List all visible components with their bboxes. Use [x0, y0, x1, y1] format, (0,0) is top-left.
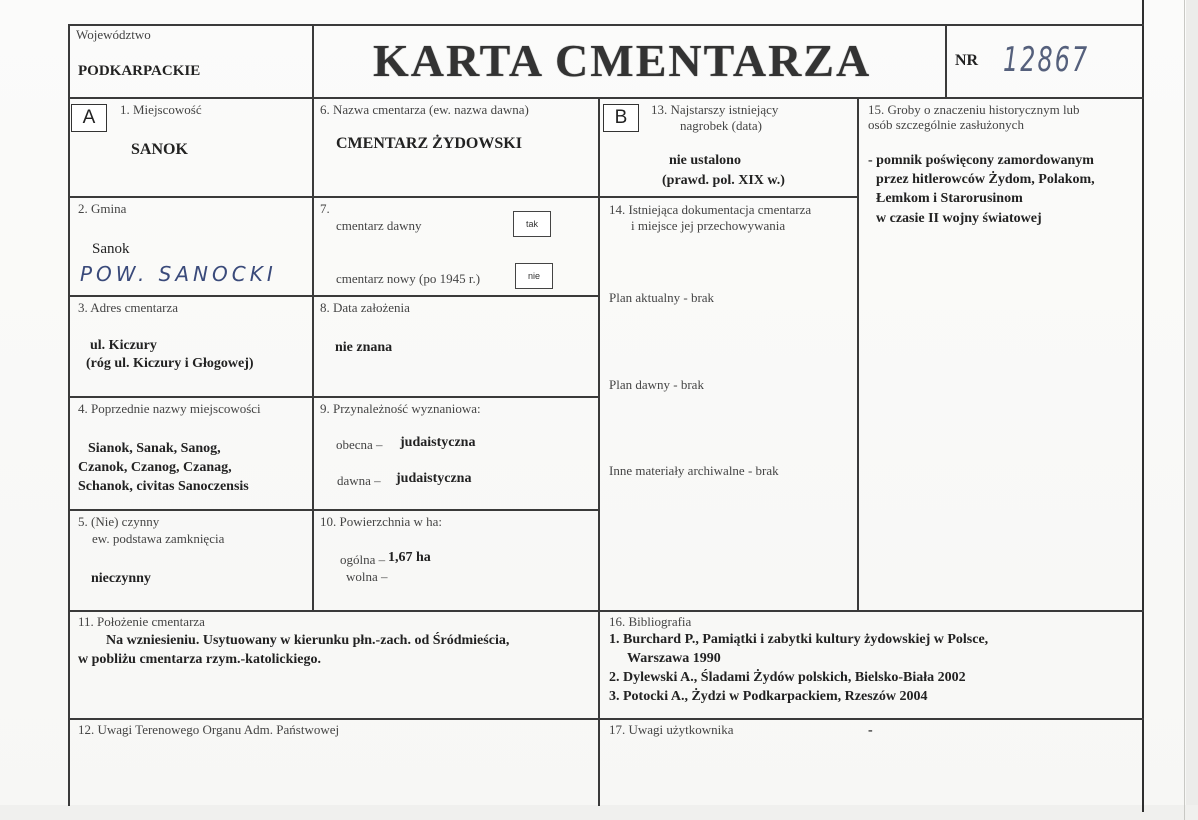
field-14-plan-current: Plan aktualny - brak — [609, 290, 715, 305]
rule-col-2 — [312, 24, 314, 611]
rule-left — [68, 24, 70, 806]
field-17-label: 17. Uwagi użytkownika — [609, 722, 734, 737]
field-7-old-label: cmentarz dawny — [336, 218, 422, 233]
field-2-label: 2. Gmina — [78, 201, 127, 216]
field-7-new-label: cmentarz nowy (po 1945 r.) — [336, 271, 481, 286]
rule-row-4 — [68, 509, 598, 511]
field-5-value: nieczynny — [91, 571, 151, 586]
field-16-item-1a: 1. Burchard P., Pamiątki i zabytki kultury żydowskiej w Polsce, — [609, 632, 989, 647]
field-3-value-1: ul. Kiczury — [90, 338, 157, 353]
field-10-total-value: 1,67 ha — [388, 550, 431, 565]
field-17-mark: - — [868, 723, 873, 738]
scan-border-right-outer — [1184, 0, 1185, 820]
page-title: KARTA CMENTARZA — [373, 35, 872, 86]
field-7-new-checkbox: nie — [515, 263, 553, 289]
field-9-current-label: obecna – — [336, 437, 383, 452]
field-2-value: Sanok — [92, 241, 130, 257]
field-11-value-2: w pobliżu cmentarza rzym.-katolickiego. — [78, 652, 322, 667]
field-2-handwritten: POW. SANOCKI — [80, 262, 277, 286]
section-a-badge: A — [71, 104, 107, 132]
rule-row-1 — [68, 196, 598, 198]
rule-row-6 — [68, 718, 1144, 720]
rule-row-5 — [68, 610, 1144, 612]
field-6-label: 6. Nazwa cmentarza (ew. nazwa dawna) — [320, 102, 529, 117]
rule-row-3 — [68, 396, 598, 398]
field-16-label: 16. Bibliografia — [609, 614, 692, 629]
field-3-label: 3. Adres cmentarza — [78, 300, 178, 315]
field-1-label: 1. Miejscowość — [120, 102, 202, 117]
field-11-value-1: Na wzniesieniu. Usytuowany w kierunku płn.-zach. od Śródmieścia, — [106, 633, 510, 648]
field-9-current-value: judaistyczna — [400, 435, 476, 450]
rule-b-13-bottom — [598, 196, 857, 198]
field-15-label-1: 15. Groby o znaczeniu historycznym lub — [868, 102, 1080, 117]
field-8-value: nie znana — [335, 340, 393, 355]
rule-col-4 — [857, 97, 859, 611]
nr-label: NR — [955, 52, 979, 69]
rule-nr-left — [945, 24, 947, 98]
field-16-item-3: 3. Potocki A., Żydzi w Podkarpackiem, Rzeszów 2004 — [609, 689, 928, 704]
rule-top — [68, 24, 1144, 26]
nr-value-handwritten: 12867 — [1003, 40, 1090, 80]
scan-edge-bottom — [0, 805, 1198, 820]
field-10-label: 10. Powierzchnia w ha: — [320, 514, 443, 529]
field-6-value: CMENTARZ ŻYDOWSKI — [336, 135, 522, 152]
field-9-label: 9. Przynależność wyznaniowa: — [320, 401, 481, 416]
wojewodztwo-label: Województwo — [76, 27, 151, 42]
rule-col-3 — [598, 97, 600, 806]
field-5-label-2: ew. podstawa zamknięcia — [92, 531, 225, 546]
field-11-label: 11. Położenie cmentarza — [78, 614, 205, 629]
field-15-value-2: przez hitlerowców Żydom, Polakom, — [876, 172, 1095, 187]
field-14-label-2: i miejsce jej przechowywania — [631, 218, 786, 233]
field-14-plan-old: Plan dawny - brak — [609, 377, 704, 392]
field-10-total-label: ogólna – — [340, 552, 386, 567]
field-4-value-1: Sianok, Sanak, Sanog, — [88, 441, 221, 456]
field-13-label-2: nagrobek (data) — [680, 118, 762, 133]
scan-edge-right — [1186, 0, 1198, 820]
field-13-value-2: (prawd. pol. XIX w.) — [662, 173, 785, 188]
field-4-value-3: Schanok, civitas Sanoczensis — [78, 479, 249, 494]
field-15-label-2: osób szczególnie zasłużonych — [868, 117, 1024, 132]
field-15-value-3: Łemkom i Starorusinom — [876, 191, 1023, 206]
field-13-value-1: nie ustalono — [669, 153, 741, 168]
field-5-label-1: 5. (Nie) czynny — [78, 514, 160, 529]
field-12-label: 12. Uwagi Terenowego Organu Adm. Państwowej — [78, 722, 340, 737]
field-7-old-checkbox: tak — [513, 211, 551, 237]
field-4-label: 4. Poprzednie nazwy miejscowości — [78, 401, 261, 416]
scan-border-right — [1142, 0, 1144, 812]
field-14-other: Inne materiały archiwalne - brak — [609, 463, 779, 478]
field-7-label: 7. — [320, 201, 330, 216]
field-4-value-2: Czanok, Czanog, Czanag, — [78, 460, 232, 475]
field-3-value-2: (róg ul. Kiczury i Głogowej) — [86, 356, 254, 371]
field-14-label-1: 14. Istniejąca dokumentacja cmentarza — [609, 202, 812, 217]
section-b-badge: B — [603, 104, 639, 132]
field-10-free-label: wolna – — [346, 569, 388, 584]
field-15-value-1: - pomnik poświęcony zamordowanym — [868, 153, 1094, 168]
field-9-former-value: judaistyczna — [396, 471, 472, 486]
field-1-value: SANOK — [131, 141, 188, 158]
field-16-item-2: 2. Dylewski A., Śladami Żydów polskich, Bielsko-Biała 2002 — [609, 670, 966, 685]
field-16-item-1b: Warszawa 1990 — [627, 651, 721, 666]
field-13-label-1: 13. Najstarszy istniejący — [651, 102, 779, 117]
field-8-label: 8. Data założenia — [320, 300, 410, 315]
field-9-former-label: dawna – — [337, 473, 381, 488]
rule-header-bottom — [68, 97, 1144, 99]
wojewodztwo-value: PODKARPACKIE — [78, 63, 201, 79]
rule-row-2 — [68, 295, 598, 297]
field-15-value-4: w czasie II wojny światowej — [876, 211, 1042, 226]
